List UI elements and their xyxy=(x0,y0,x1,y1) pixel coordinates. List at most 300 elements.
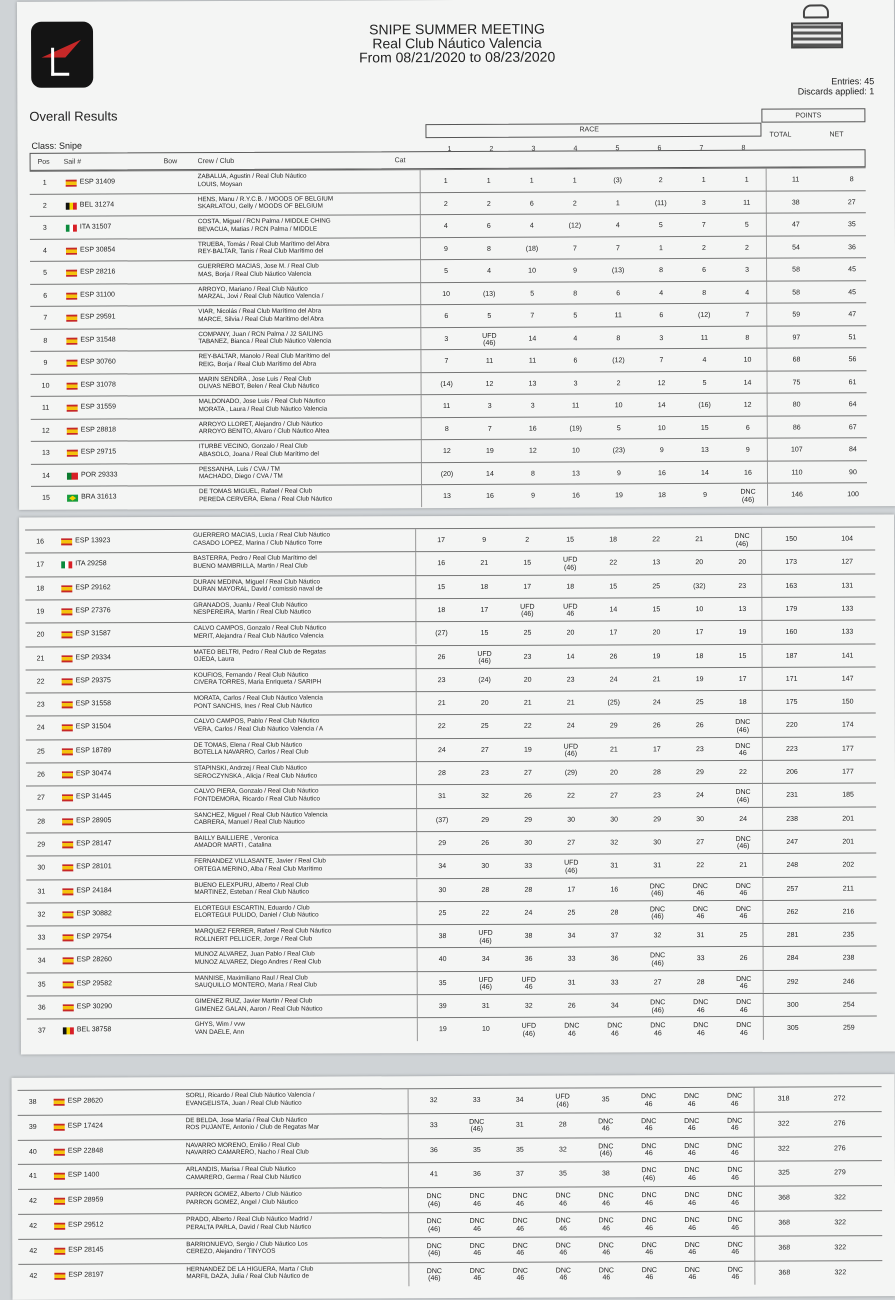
race-score-cell: 22 xyxy=(523,723,532,731)
table-row xyxy=(18,1161,882,1190)
race-score-cell: UFD 46 xyxy=(563,603,578,619)
sail-number-cell: ESP 28818 xyxy=(80,425,117,434)
race-score-cell: 7 xyxy=(444,358,449,366)
race-score-cell: (12) xyxy=(698,311,711,319)
race-score-cell: DNC (46) xyxy=(735,789,751,804)
column-divider xyxy=(420,260,421,282)
column-divider xyxy=(408,1188,409,1212)
crew-club-cell: GRANADOS, Juanlu / Real Club Náutico NESPEREIRA, Martin / Real Club Náutico xyxy=(193,601,312,617)
race-score-cell: 38 xyxy=(438,933,447,941)
race-score-cell: 37 xyxy=(516,1171,524,1179)
race-score-cell: 1 xyxy=(701,176,706,184)
position-cell: 21 xyxy=(36,654,45,662)
race-score-cell: 41 xyxy=(430,1171,438,1179)
race-score-cell: 6 xyxy=(573,357,578,365)
position-cell: 35 xyxy=(37,981,46,989)
crown-icon xyxy=(803,4,829,18)
net-points-cell: 235 xyxy=(842,931,855,939)
country-flag-icon xyxy=(66,180,77,187)
race-score-cell: 7 xyxy=(530,312,535,320)
section-title: Overall Results xyxy=(29,108,118,124)
table-row xyxy=(25,527,875,553)
race-score-cell: (3) xyxy=(613,177,622,185)
sail-number-cell: ESP 22848 xyxy=(67,1147,104,1155)
crew-club-cell: HERNANDEZ DE LA HIGUERA, Marta / Club MARFIL DAZA, Julia / Real Club Náutico de xyxy=(186,1265,314,1281)
race-score-cell: 11 xyxy=(700,334,709,342)
race-score-cell: 16 xyxy=(437,560,446,568)
class-label: Class: Snipe xyxy=(31,140,83,151)
position-cell: 42 xyxy=(29,1247,38,1255)
table-row xyxy=(26,899,876,925)
race-score-cell: 1 xyxy=(659,244,663,252)
crew-club-cell: CALVO CAMPOS, Pablo / Real Club Náutico VERA, Carlos / Real Club Náutico Valencia / A xyxy=(193,717,324,733)
column-divider xyxy=(767,416,768,438)
country-flag-icon xyxy=(54,1123,65,1130)
race-score-cell: 18 xyxy=(738,699,747,707)
race-score-cell: DNC (46) xyxy=(649,882,665,898)
total-points-cell: 238 xyxy=(786,815,798,823)
race-score-cell: DNC 46 xyxy=(598,1192,614,1208)
column-divider xyxy=(766,259,767,281)
sail-number-cell: ESP 30474 xyxy=(75,770,112,778)
race-score-cell: 17 xyxy=(609,629,618,637)
column-divider xyxy=(766,169,767,191)
crew-club-cell: PARRON GOMEZ, Alberto / Club Náutico PARRON GOMEZ, Angel / Club Náutico xyxy=(186,1190,302,1206)
position-cell: 4 xyxy=(43,247,47,255)
race-score-cell: 32 xyxy=(653,932,662,940)
race-score-cell: 9 xyxy=(703,491,708,499)
race-score-cell: 36 xyxy=(473,1171,481,1179)
sail-number-cell: ESP 29375 xyxy=(75,677,111,685)
race-score-cell: 15 xyxy=(609,583,618,591)
column-divider xyxy=(416,646,417,668)
race-score-cell: (25) xyxy=(607,699,620,707)
net-points-cell: 64 xyxy=(848,401,857,409)
total-points-cell: 58 xyxy=(792,289,801,297)
column-divider xyxy=(421,395,422,417)
race-score-cell: 5 xyxy=(573,312,578,320)
total-header: TOTAL xyxy=(769,131,792,139)
race-score-cell: 36 xyxy=(610,955,619,963)
race-score-cell: 13 xyxy=(652,559,661,567)
results-table-part-3 xyxy=(18,1086,882,1283)
crew-club-cell: HENS, Manu / R.Y.C.B. / MOODS OF BELGIUM SKARLATOU, Gelly / MOODS OF BELGIUM xyxy=(197,195,334,211)
race-number-header: 6 xyxy=(657,145,662,153)
country-flag-icon xyxy=(61,632,72,639)
sail-number-cell: ESP 29754 xyxy=(76,933,112,941)
race-score-cell: 29 xyxy=(653,815,662,823)
sail-number-cell: BRA 31613 xyxy=(81,493,117,501)
race-score-cell: 9 xyxy=(531,492,536,500)
position-cell: 29 xyxy=(37,841,46,849)
sail-number-cell: ESP 30882 xyxy=(76,910,112,918)
sail-number-cell: BEL 38758 xyxy=(76,1026,112,1034)
crew-club-cell: REY-BALTAR, Manolo / Real Club Marítimo del REIG, Borja / Real Club Marítimo del Abra xyxy=(198,352,330,368)
position-cell: 8 xyxy=(43,337,48,345)
race-score-cell: DNC 46 xyxy=(598,1242,614,1257)
country-flag-icon xyxy=(66,247,77,254)
total-points-cell: 86 xyxy=(792,424,801,432)
column-divider xyxy=(421,373,422,395)
column-divider xyxy=(762,644,763,666)
total-points-cell: 284 xyxy=(786,955,799,963)
race-score-cell: 2 xyxy=(486,200,491,208)
race-score-cell: 28 xyxy=(653,769,661,777)
total-points-cell: 187 xyxy=(785,652,798,660)
crew-club-cell: BARRIONUEVO, Sergio / Club Náutico Los CEREZO, Alejandro / TINYCOS xyxy=(186,1240,308,1256)
race-score-cell: DNC 46 xyxy=(684,1167,700,1182)
country-flag-icon xyxy=(67,450,78,457)
position-cell: 5 xyxy=(43,269,48,277)
position-cell: 24 xyxy=(36,724,45,732)
position-cell: 26 xyxy=(37,771,45,779)
race-score-cell: 18 xyxy=(480,583,489,591)
net-points-cell: 47 xyxy=(848,311,857,319)
burgee-flag-icon xyxy=(791,22,843,48)
country-flag-icon xyxy=(63,958,74,965)
country-flag-icon xyxy=(62,795,73,802)
country-flag-icon xyxy=(61,585,72,592)
table-row xyxy=(18,1086,882,1115)
sail-number-cell: ESP 29162 xyxy=(75,583,111,591)
column-divider xyxy=(761,528,762,550)
race-score-cell: 13 xyxy=(572,469,580,477)
race-score-cell: UFD (46) xyxy=(478,929,493,945)
race-score-cell: (12) xyxy=(612,357,625,365)
total-points-cell: 305 xyxy=(786,1025,799,1033)
race-score-cell: DNC 46 xyxy=(727,1241,743,1257)
race-score-cell: 4 xyxy=(659,289,664,297)
race-score-cell: 23 xyxy=(481,769,489,777)
race-score-cell: 9 xyxy=(659,447,664,455)
race-score-cell: 21 xyxy=(739,862,748,870)
sail-number-cell: BEL 31274 xyxy=(79,200,115,209)
country-flag-icon xyxy=(62,771,73,778)
race-score-cell: 16 xyxy=(658,469,666,477)
net-points-cell: 67 xyxy=(848,423,857,431)
race-score-cell: 8 xyxy=(530,470,535,478)
race-score-cell: DNC (46) xyxy=(469,1118,485,1134)
crew-club-cell: ARLANDIS, Marisa / Real Club Náutico CAMARERO, Germa / Real Club Náutico xyxy=(185,1166,302,1182)
crew-club-cell: MANNISE, Maximiliano Raul / Real Club SAUQUILLO MONTERO, Maria / Real Club xyxy=(194,974,317,990)
position-cell: 23 xyxy=(36,701,45,709)
race-score-cell: 35 xyxy=(515,1146,524,1154)
net-points-cell: 35 xyxy=(847,221,856,229)
race-score-cell: 26 xyxy=(524,793,532,801)
country-flag-icon xyxy=(67,472,78,479)
entries-count: Entries: 45 xyxy=(831,76,875,87)
race-score-cell: 22 xyxy=(739,768,747,777)
country-flag-icon xyxy=(66,360,77,367)
race-score-cell: 30 xyxy=(653,839,662,847)
race-score-cell: 10 xyxy=(442,290,451,298)
race-score-cell: 7 xyxy=(616,244,620,252)
race-score-cell: 8 xyxy=(659,267,664,275)
race-score-cell: UFD (46) xyxy=(478,976,493,992)
race-score-cell: DNC 46 xyxy=(736,975,752,991)
race-score-cell: 16 xyxy=(528,425,537,433)
race-score-cell: 33 xyxy=(567,955,576,964)
country-flag-icon xyxy=(62,911,73,918)
total-points-cell: 150 xyxy=(785,535,798,543)
race-score-cell: 2 xyxy=(525,536,530,544)
race-score-cell: 19 xyxy=(523,746,532,754)
race-score-cell: DNC 46 xyxy=(555,1242,571,1257)
race-score-cell: 33 xyxy=(696,955,705,963)
crew-club-cell: BUENO ELEXPURU, Alberto / Real Club MARTINEZ, Esteban / Real Club Náutico xyxy=(194,881,310,896)
column-divider xyxy=(421,463,422,485)
race-score-cell: 13 xyxy=(700,446,709,454)
race-score-cell: DNC (46) xyxy=(650,999,666,1014)
race-score-cell: DNC 46 xyxy=(727,1266,743,1281)
race-number-header: 5 xyxy=(615,145,620,153)
race-score-cell: 2 xyxy=(572,199,577,207)
race-score-cell: 30 xyxy=(481,863,490,871)
country-flag-icon xyxy=(63,934,74,941)
position-cell: 32 xyxy=(37,911,46,919)
sail-number-cell: ITA 31507 xyxy=(79,223,112,231)
race-number-header: 7 xyxy=(699,144,704,152)
race-score-cell: 5 xyxy=(702,379,707,387)
race-score-cell: DNC (46) xyxy=(641,1167,657,1183)
table-row xyxy=(25,620,875,646)
country-flag-icon xyxy=(66,337,77,344)
race-score-cell: 10 xyxy=(481,1026,490,1034)
sail-number-cell: ESP 29334 xyxy=(75,653,111,661)
sail-number-cell: ESP 29582 xyxy=(76,979,113,988)
table-row xyxy=(25,573,875,599)
table-row xyxy=(26,806,876,832)
race-score-cell: 32 xyxy=(558,1146,567,1154)
column-divider xyxy=(420,238,421,260)
race-score-cell: 23 xyxy=(437,676,446,684)
net-points-cell: 100 xyxy=(847,491,859,499)
race-score-cell: 29 xyxy=(524,816,533,824)
table-row xyxy=(18,1136,882,1165)
race-score-cell: 10 xyxy=(743,356,752,364)
country-flag-icon xyxy=(62,865,73,872)
race-score-cell: 20 xyxy=(738,559,747,567)
race-score-cell: 1 xyxy=(615,199,620,207)
race-score-cell: 31 xyxy=(567,979,576,987)
race-score-cell: DNC 46 xyxy=(727,1142,743,1157)
sail-number-cell: ESP 28147 xyxy=(76,840,112,848)
total-points-cell: 58 xyxy=(792,266,800,274)
race-score-cell: 10 xyxy=(528,267,536,275)
sail-number-cell: ESP 28216 xyxy=(80,268,116,276)
race-score-cell: (16) xyxy=(698,401,711,409)
sail-number-cell: ESP 31558 xyxy=(75,700,112,708)
column-divider xyxy=(767,371,768,393)
race-score-cell: DNC 46 xyxy=(692,882,708,898)
race-score-cell: DNC 46 xyxy=(692,905,709,921)
race-score-cell: 11 xyxy=(572,402,580,410)
total-points-cell: 68 xyxy=(792,356,801,364)
total-points-cell: 179 xyxy=(785,605,798,613)
race-score-cell: 24 xyxy=(524,909,533,917)
race-score-cell: DNC 46 xyxy=(684,1241,700,1257)
net-points-cell: 8 xyxy=(849,176,854,184)
race-score-cell: UFD (46) xyxy=(563,743,579,758)
race-score-cell: 19 xyxy=(695,675,704,683)
net-points-cell: 216 xyxy=(842,908,855,916)
race-score-cell: 7 xyxy=(745,311,750,319)
country-flag-icon xyxy=(66,292,77,299)
crew-club-cell: SANCHEZ, Miguel / Real Club Náutico Valencia CABRERA, Manuel / Real Club Náutico xyxy=(194,811,328,827)
total-points-cell: 59 xyxy=(792,311,801,319)
column-divider xyxy=(408,1089,409,1113)
race-score-cell: 20 xyxy=(695,559,704,567)
net-points-cell: 279 xyxy=(834,1169,846,1177)
total-points-cell: 325 xyxy=(778,1169,790,1177)
race-score-cell: UFD (46) xyxy=(563,556,578,572)
race-score-cell: 8 xyxy=(444,425,449,433)
position-cell: 19 xyxy=(36,608,45,616)
race-score-cell: DNC (46) xyxy=(649,906,666,921)
race-score-cell: 27 xyxy=(696,839,705,847)
race-score-cell: 4 xyxy=(529,222,534,230)
position-cell: 11 xyxy=(42,404,50,412)
race-score-cell: 24 xyxy=(652,699,661,707)
crew-club-cell: ARROYO LLORET, Alejandro / Club Náutico ARROYO BENITO, Alvaro / Club Náutico Altea xyxy=(198,420,330,436)
country-flag-icon xyxy=(54,1148,65,1155)
race-score-cell: (23) xyxy=(612,447,626,455)
column-divider xyxy=(761,551,762,573)
snipe-logo-icon xyxy=(31,22,93,88)
table-row xyxy=(26,923,876,949)
race-score-cell: 14 xyxy=(743,379,752,387)
net-points-cell: 211 xyxy=(842,885,854,893)
position-cell: 40 xyxy=(28,1148,37,1156)
column-divider xyxy=(754,1236,755,1260)
column-divider xyxy=(415,552,416,574)
points-header: POINTS xyxy=(795,112,822,120)
column-divider xyxy=(754,1261,755,1285)
total-points-cell: 171 xyxy=(785,675,798,683)
race-score-cell: 22 xyxy=(696,862,705,870)
crew-club-cell: VIAR, Nicolás / Real Club Marítimo del Abra MARCE, Silvia / Real Club Marítimo del Abra xyxy=(198,307,324,323)
table-row xyxy=(27,993,877,1019)
race-score-cell: 24 xyxy=(696,792,704,800)
table-row xyxy=(25,550,875,576)
crew-club-cell: GIMENEZ RUIZ, Javier Martin / Real Club GIMENEZ GALAN, Aaron / Real Club Náutico xyxy=(194,997,323,1013)
race-score-cell: 29 xyxy=(696,769,704,777)
column-divider xyxy=(420,283,421,305)
race-score-cell: 35 xyxy=(559,1170,567,1178)
crew-club-cell: COMPANY, Juan / RCN Palma / J2 SAILING TABANEZ, Bianca / Real Club Náutico Valencia xyxy=(198,330,332,346)
race-score-cell: 23 xyxy=(566,676,575,684)
sail-number-cell: ESP 29512 xyxy=(68,1221,104,1229)
table-row xyxy=(26,666,876,692)
position-cell: 42 xyxy=(29,1272,38,1280)
position-cell: 9 xyxy=(43,359,48,367)
race-score-cell: 26 xyxy=(481,839,490,847)
race-score-cell: 30 xyxy=(610,816,619,824)
column-divider xyxy=(754,1088,755,1112)
race-score-cell: UFD (46) xyxy=(564,859,579,875)
race-score-cell: DNC 46 xyxy=(693,999,709,1014)
race-score-cell: 7 xyxy=(573,244,577,252)
country-flag-icon xyxy=(54,1247,65,1254)
table-row xyxy=(26,783,876,809)
column-divider xyxy=(408,1238,409,1262)
net-points-cell: 246 xyxy=(842,978,855,986)
position-cell: 7 xyxy=(43,314,48,322)
race-score-cell: DNC 46 xyxy=(650,1022,666,1038)
column-divider xyxy=(761,575,762,597)
total-points-cell: 38 xyxy=(791,199,800,207)
total-points-cell: 47 xyxy=(791,221,800,229)
column-divider xyxy=(762,784,763,806)
sail-number-cell: ESP 28905 xyxy=(76,816,112,824)
race-score-cell: 5 xyxy=(444,268,449,276)
table-row xyxy=(31,482,867,508)
race-score-cell: 17 xyxy=(695,629,704,637)
race-score-cell: 25 xyxy=(523,629,532,637)
sail-number-cell: ITA 29258 xyxy=(75,560,107,568)
race-score-cell: 22 xyxy=(609,559,618,567)
race-score-cell: 22 xyxy=(481,909,490,917)
column-divider xyxy=(415,576,416,598)
column-divider xyxy=(408,1263,409,1287)
column-divider xyxy=(766,236,767,258)
country-flag-icon xyxy=(61,608,72,615)
race-score-cell: 13 xyxy=(443,493,451,501)
crew-club-cell: CALVO CAMPOS, Gonzalo / Real Club Náutico MERIT, Alejandra / Real Club Náutico Valencia xyxy=(193,624,327,640)
country-flag-icon xyxy=(62,725,73,732)
race-score-cell: DNC 46 xyxy=(727,1117,743,1133)
crew-club-cell: MORATA, Carlos / Real Club Náutico Valencia PONT SANCHIS, Ines / Real Club Náutico xyxy=(193,694,323,710)
race-score-cell: 17 xyxy=(523,583,532,591)
total-points-cell: 247 xyxy=(786,838,799,846)
race-score-cell: (14) xyxy=(440,380,453,388)
race-score-cell: 32 xyxy=(429,1097,438,1105)
race-score-cell: DNC 46 xyxy=(641,1117,657,1133)
race-score-cell: 2 xyxy=(616,379,621,387)
race-score-cell: 31 xyxy=(515,1121,524,1129)
total-points-cell: 54 xyxy=(792,244,800,252)
race-score-cell: UFD (46) xyxy=(555,1093,570,1109)
net-points-cell: 201 xyxy=(842,815,854,823)
column-divider xyxy=(415,529,416,551)
race-score-cell: (32) xyxy=(693,582,706,590)
crew-club-cell: BAILLY BAILLIERE , Veronica AMADOR MARTI , Catalina xyxy=(194,834,279,850)
race-score-cell: DNC 46 xyxy=(735,742,751,758)
race-score-cell: 38 xyxy=(524,932,533,940)
column-divider xyxy=(420,350,421,372)
results-sheet-page-1 xyxy=(17,0,895,510)
total-points-cell: 368 xyxy=(778,1219,791,1227)
total-points-cell: 368 xyxy=(778,1194,790,1202)
race-score-cell: DNC (46) xyxy=(649,952,666,968)
crew-club-cell: PRADO, Alberto / Real Club Náutico Madrid / PERALTA PARLA, David / Real Club Náutico xyxy=(186,1215,313,1231)
race-score-cell: 3 xyxy=(444,335,449,343)
column-divider xyxy=(762,738,763,760)
crew-header: Crew / Club xyxy=(197,157,235,166)
race-score-cell: DNC 46 xyxy=(555,1267,571,1282)
sail-number-cell: POR 29333 xyxy=(80,470,118,479)
column-divider xyxy=(416,902,417,924)
race-score-cell: (27) xyxy=(435,630,448,638)
race-score-cell: UFD (46) xyxy=(482,332,497,347)
crew-club-cell: DE TOMAS, Elena / Real Club Náutico BOTELLA NAVARRO, Carlos / Real Club xyxy=(193,741,309,757)
country-flag-icon xyxy=(54,1272,65,1279)
net-points-cell: 104 xyxy=(841,535,854,543)
race-score-cell: DNC 46 xyxy=(607,1022,623,1038)
country-flag-icon xyxy=(62,655,73,662)
race-score-cell: 12 xyxy=(657,379,666,387)
race-score-cell: 39 xyxy=(438,1003,447,1011)
